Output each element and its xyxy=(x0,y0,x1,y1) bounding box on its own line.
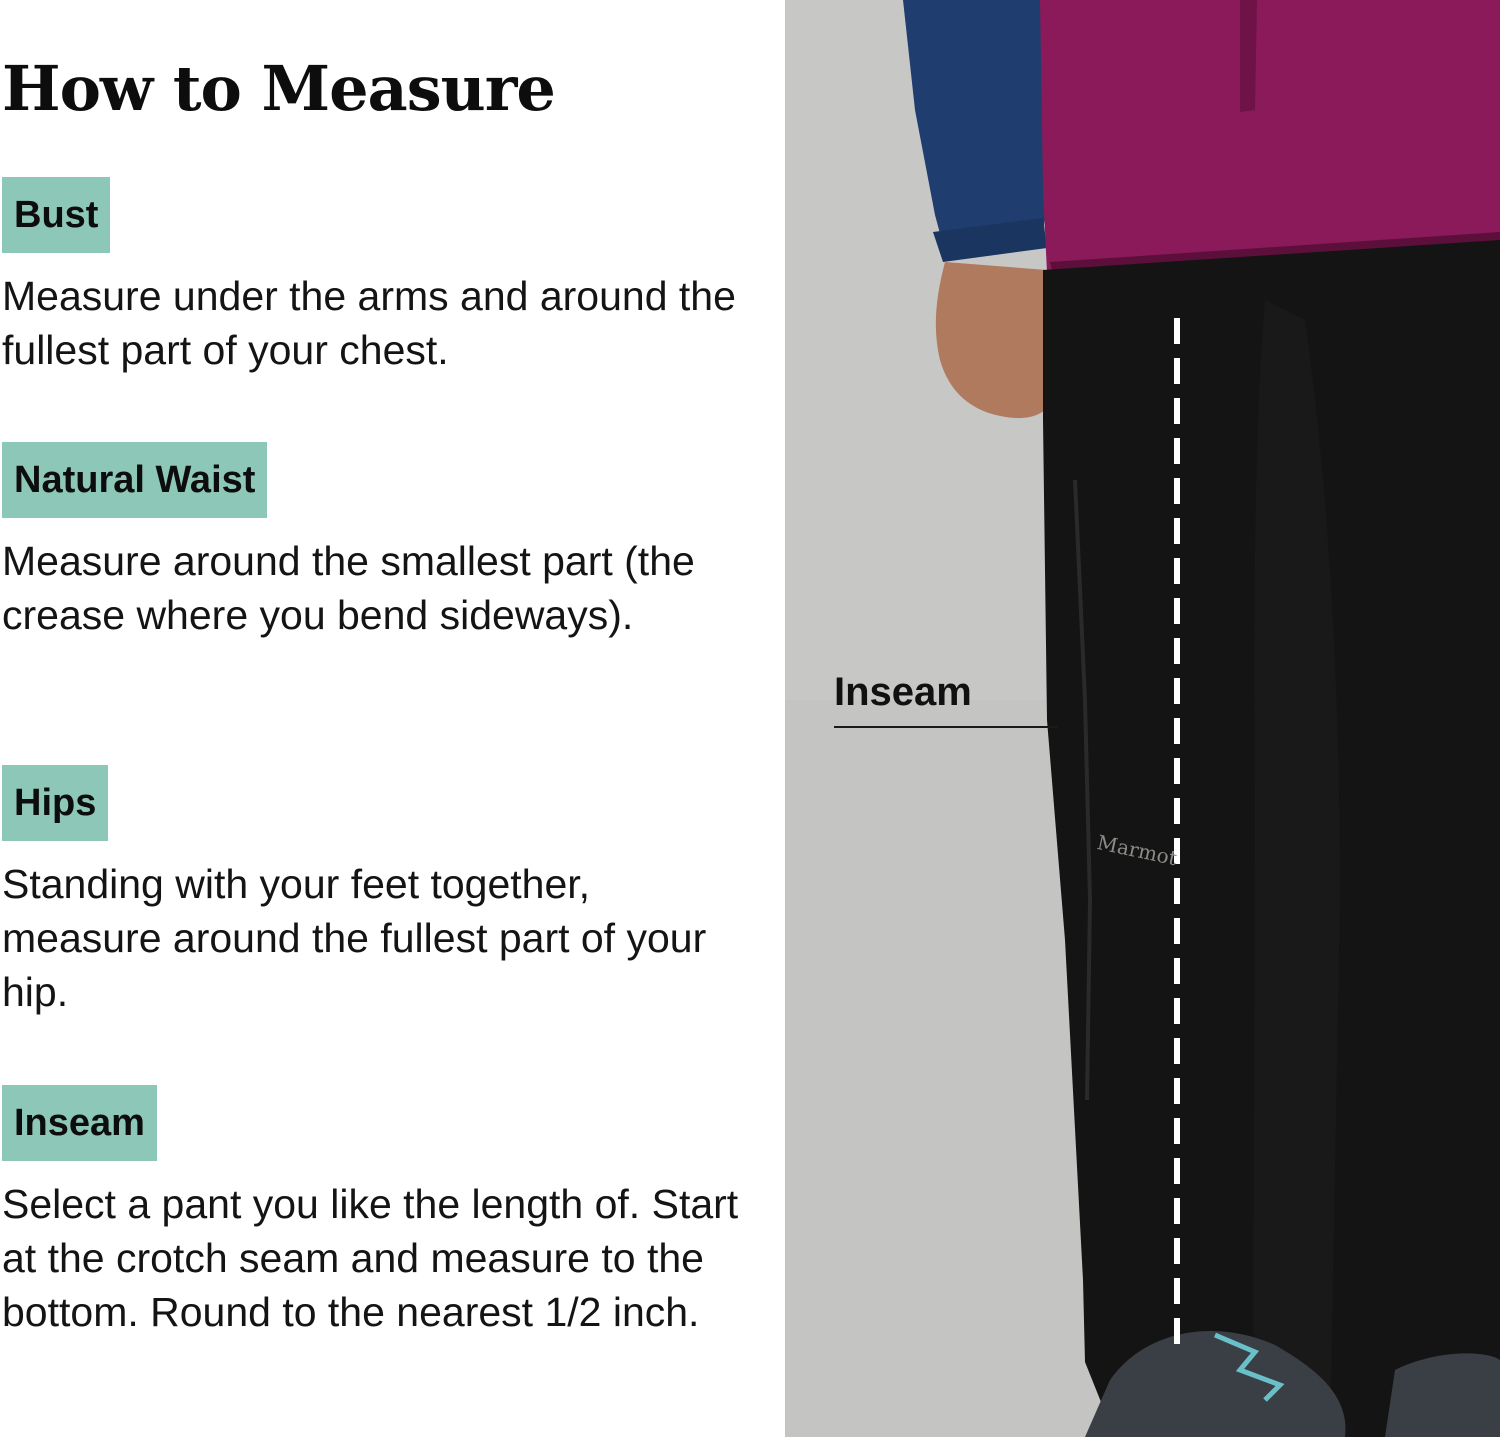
jacket-body xyxy=(1040,0,1500,272)
section-description-inseam: Select a pant you like the length of. Start at the crotch seam and measure to the bottom. Round to the nearest 1/2 inch. xyxy=(2,1181,739,1335)
model-photo xyxy=(785,0,1500,1437)
inseam-callout-underline xyxy=(834,726,1058,728)
page-title: How to Measure xyxy=(2,52,555,125)
pants-brand-logo: Marmot xyxy=(1095,830,1180,871)
section-description-hips: Standing with your feet together, measure around the fullest part of your hip. xyxy=(2,861,707,1015)
section-description-bust: Measure under the arms and around the fullest part of your chest. xyxy=(2,273,736,373)
section-inseam xyxy=(2,1085,762,1339)
inseam-callout-label: Inseam xyxy=(834,670,972,714)
section-hips xyxy=(2,765,762,1019)
section-bust xyxy=(2,177,762,377)
model-illustration xyxy=(785,0,1500,1437)
section-label-natural-waist: Natural Waist xyxy=(2,442,267,518)
jacket-pocket-seam xyxy=(1240,0,1257,112)
section-label-hips: Hips xyxy=(2,765,108,841)
section-description-natural-waist: Measure around the smallest part (the crease where you bend sideways). xyxy=(2,538,695,638)
section-label-inseam: Inseam xyxy=(2,1085,157,1161)
section-label-bust: Bust xyxy=(2,177,110,253)
section-natural-waist xyxy=(2,442,762,642)
